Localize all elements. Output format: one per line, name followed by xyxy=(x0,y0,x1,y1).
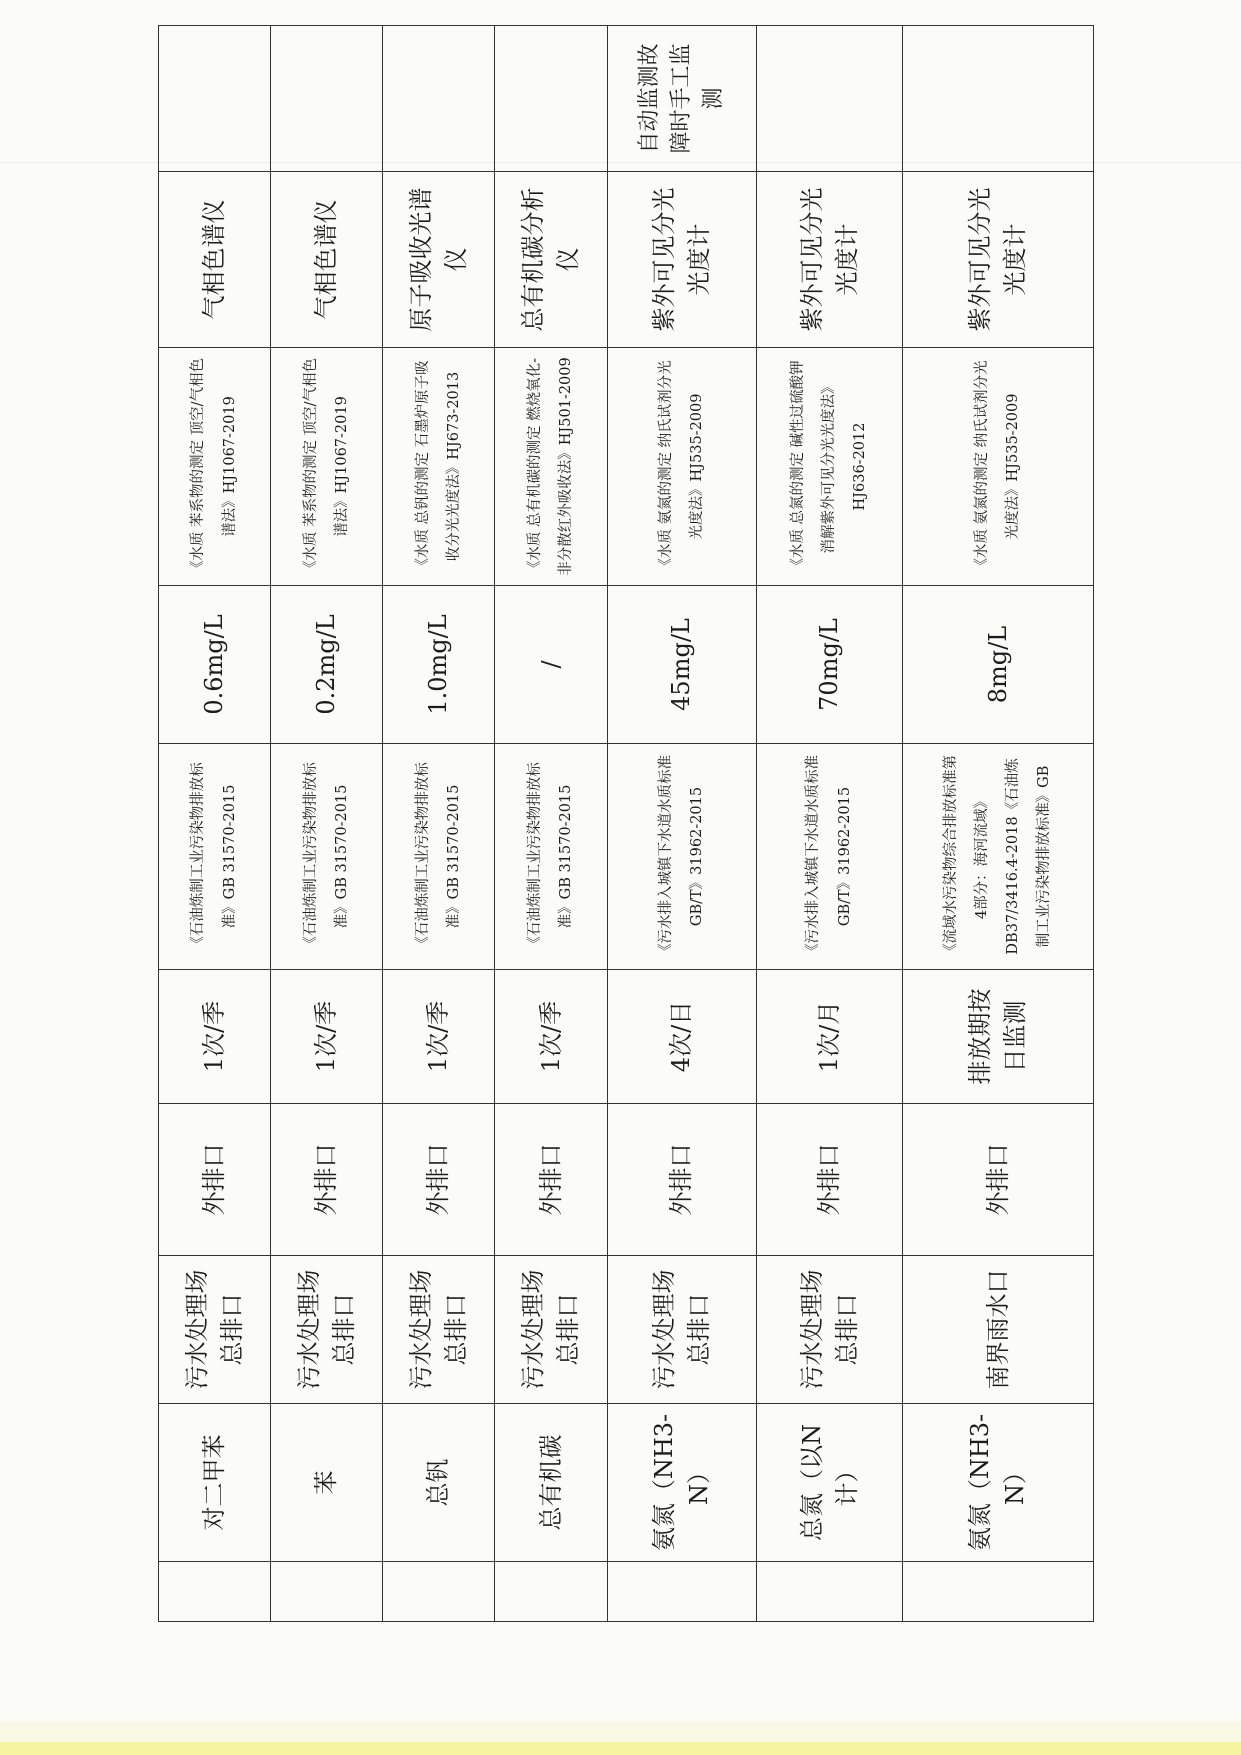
location-cell: 污水处理场总排口 xyxy=(495,1256,607,1404)
standard-cell: 《石油炼制工业污染物排放标准》GB 31570-2015 xyxy=(271,744,383,970)
instrument-cell: 气相色谱仪 xyxy=(271,172,383,348)
remark-cell xyxy=(495,26,607,172)
point-cell: 外排口 xyxy=(495,1104,607,1256)
table-row xyxy=(383,26,495,1622)
method-cell: 《水质 总有机碳的测定 燃烧氧化-非分散红外吸收法》HJ501-2009 xyxy=(495,348,607,586)
item-cell: 总有机碳 xyxy=(495,1404,607,1562)
index-cell xyxy=(383,1562,495,1622)
index-cell xyxy=(495,1562,607,1622)
limit-cell: / xyxy=(495,586,607,744)
point-cell: 外排口 xyxy=(903,1104,1094,1256)
table-row xyxy=(607,26,756,1622)
frequency-cell: 1次/季 xyxy=(495,970,607,1104)
frequency-cell: 1次/季 xyxy=(383,970,495,1104)
standard-cell: 《石油炼制工业污染物排放标准》GB 31570-2015 xyxy=(495,744,607,970)
index-cell xyxy=(607,1562,756,1622)
item-cell: 对二甲苯 xyxy=(159,1404,271,1562)
remark-cell xyxy=(383,26,495,172)
point-cell: 外排口 xyxy=(159,1104,271,1256)
index-cell xyxy=(756,1562,902,1622)
item-cell: 氨氮（NH3-N） xyxy=(607,1404,756,1562)
scan-artifact-band xyxy=(0,1722,1241,1742)
instrument-cell: 气相色谱仪 xyxy=(159,172,271,348)
remark-cell: 自动监测故障时手工监测 xyxy=(607,26,756,172)
limit-cell: 0.6mg/L xyxy=(159,586,271,744)
limit-cell: 45mg/L xyxy=(607,586,756,744)
item-cell: 氨氮（NH3-N） xyxy=(903,1404,1094,1562)
instrument-cell: 原子吸收光谱仪 xyxy=(383,172,495,348)
remark-cell xyxy=(903,26,1094,172)
instrument-cell: 紫外可见分光光度计 xyxy=(607,172,756,348)
limit-cell: 70mg/L xyxy=(756,586,902,744)
item-cell: 苯 xyxy=(271,1404,383,1562)
limit-cell: 1.0mg/L xyxy=(383,586,495,744)
index-cell xyxy=(271,1562,383,1622)
frequency-cell: 1次/月 xyxy=(756,970,902,1104)
table-row xyxy=(756,26,902,1622)
point-cell: 外排口 xyxy=(756,1104,902,1256)
limit-cell: 8mg/L xyxy=(903,586,1094,744)
index-cell xyxy=(159,1562,271,1622)
frequency-cell: 1次/季 xyxy=(159,970,271,1104)
standard-cell: 《石油炼制工业污染物排放标准》GB 31570-2015 xyxy=(383,744,495,970)
table-row xyxy=(271,26,383,1622)
location-cell: 污水处理场总排口 xyxy=(271,1256,383,1404)
item-cell: 总氮（以N计） xyxy=(756,1404,902,1562)
limit-cell: 0.2mg/L xyxy=(271,586,383,744)
table-row xyxy=(495,26,607,1622)
frequency-cell: 4次/日 xyxy=(607,970,756,1104)
location-cell: 污水处理场总排口 xyxy=(159,1256,271,1404)
monitoring-table-rotated xyxy=(158,26,1094,1622)
method-cell: 《水质 苯系物的测定 顶空/气相色谱法》HJ1067-2019 xyxy=(159,348,271,586)
method-cell: 《水质 氨氮的测定 纳氏试剂分光光度法》HJ535-2009 xyxy=(903,348,1094,586)
method-cell: 《水质 总氮的测定 碱性过硫酸钾消解紫外可见分光光度法》HJ636-2012 xyxy=(756,348,902,586)
scan-artifact-edge xyxy=(0,1742,1241,1755)
table-row xyxy=(903,26,1094,1622)
point-cell: 外排口 xyxy=(271,1104,383,1256)
instrument-cell: 紫外可见分光光度计 xyxy=(756,172,902,348)
location-cell: 南界雨水口 xyxy=(903,1256,1094,1404)
item-cell: 总钒 xyxy=(383,1404,495,1562)
instrument-cell: 紫外可见分光光度计 xyxy=(903,172,1094,348)
remark-cell xyxy=(271,26,383,172)
standard-cell: 《流域水污染物综合排放标准第4部分：海河流域》DB37/3416.4-2018《石油炼制工业污染物排放标准》GB xyxy=(903,744,1094,970)
method-cell: 《水质 苯系物的测定 顶空/气相色谱法》HJ1067-2019 xyxy=(271,348,383,586)
standard-cell: 《污水排入城镇下水道水质标准 GB/T》31962-2015 xyxy=(756,744,902,970)
frequency-cell: 1次/季 xyxy=(271,970,383,1104)
location-cell: 污水处理场总排口 xyxy=(383,1256,495,1404)
remark-cell xyxy=(756,26,902,172)
point-cell: 外排口 xyxy=(383,1104,495,1256)
remark-cell xyxy=(159,26,271,172)
monitoring-table xyxy=(158,25,1094,1622)
point-cell: 外排口 xyxy=(607,1104,756,1256)
index-cell xyxy=(903,1562,1094,1622)
location-cell: 污水处理场总排口 xyxy=(607,1256,756,1404)
location-cell: 污水处理场总排口 xyxy=(756,1256,902,1404)
method-cell: 《水质 氨氮的测定 纳氏试剂分光光度法》HJ535-2009 xyxy=(607,348,756,586)
standard-cell: 《石油炼制工业污染物排放标准》GB 31570-2015 xyxy=(159,744,271,970)
frequency-cell: 排放期按日监测 xyxy=(903,970,1094,1104)
standard-cell: 《污水排入城镇下水道水质标准 GB/T》31962-2015 xyxy=(607,744,756,970)
table-row xyxy=(159,26,271,1622)
method-cell: 《水质 总钒的测定 石墨炉原子吸收分光光度法》HJ673-2013 xyxy=(383,348,495,586)
instrument-cell: 总有机碳分析仪 xyxy=(495,172,607,348)
